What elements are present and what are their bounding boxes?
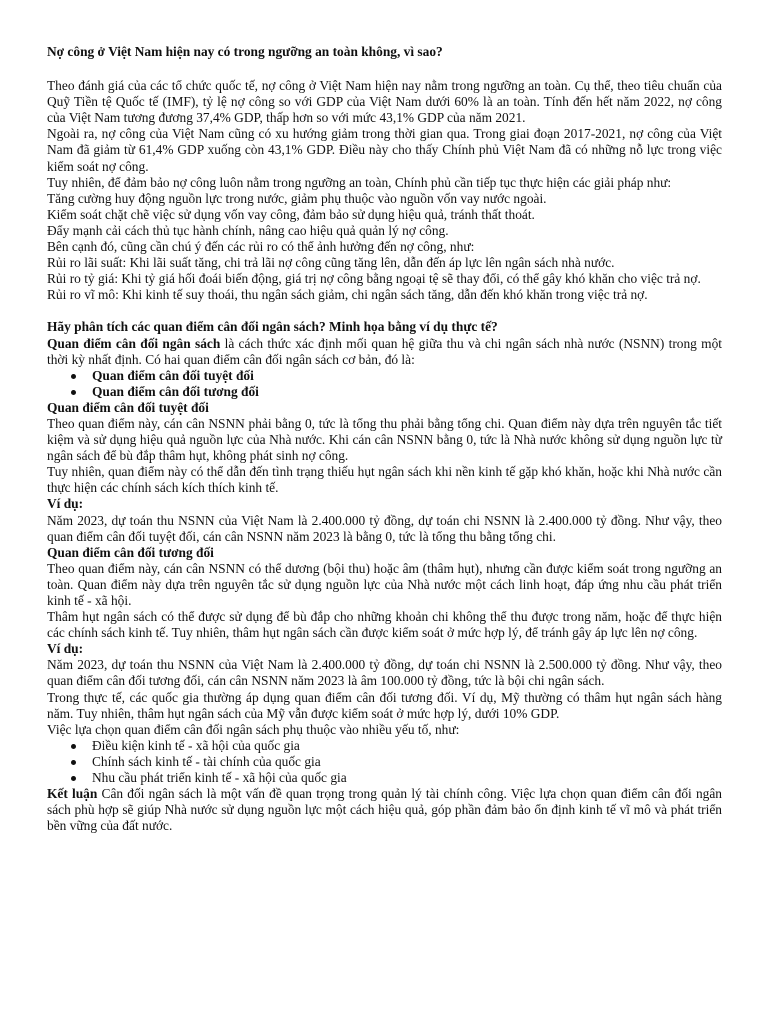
paragraph: Bên cạnh đó, cũng cần chú ý đến các rủi ro có thể ảnh hưởng đến nợ công, như:	[47, 239, 475, 255]
paragraph: Theo quan điểm này, cán cân NSNN có thể dương (bội thu) hoặc âm (thâm hụt), nhưng cần được kiểm soát trong ngưỡng an toàn. Quan điểm này dựa trên nguyên tắc sử dụng nguồn lực của Nhà nước một cách linh hoạt, đáp ứng nhu cầu phát triển kinh tế - xã hội.	[47, 560, 722, 608]
intro-text: là cách thức xác định mối quan hệ giữa thu và chi ngân sách nhà nước (NSNN) trong một thời kỳ nhất định. Có hai quan điểm cân đối ngân sách cơ bản, đó là:	[47, 335, 722, 367]
paragraph: Trong thực tế, các quốc gia thường áp dụng quan điểm cân đối tương đối. Ví dụ, Mỹ thường có thâm hụt ngân sách hàng năm. Tuy nhiên, thâm hụt ngân sách của Mỹ vẫn được kiểm soát ở mức hợp lý, dưới 10% GDP.	[47, 689, 722, 721]
paragraph: Rủi ro vĩ mô: Khi kinh tế suy thoái, thu ngân sách giảm, chi ngân sách tăng, dẫn đến khó khăn trong việc trả nợ.	[47, 287, 648, 303]
factors-list	[47, 738, 722, 786]
paragraph: Thâm hụt ngân sách có thể được sử dụng để bù đắp cho những khoản chi không thể thu được trong năm, hoặc để thực hiện các chính sách kinh tế. Tuy nhiên, thâm hụt ngân sách cần được kiểm soát ở mức hợp lý, để tránh gây áp lực lên nợ công.	[47, 609, 722, 641]
paragraph: Ngoài ra, nợ công của Việt Nam cũng có xu hướng giảm trong thời gian qua. Trong giai đoạn 2017-2021, nợ công của Việt Nam đã giảm từ 61,4% GDP xuống còn 43,1% GDP. Điều này cho thấy Chính phủ Việt Nam đã có những nỗ lực trong việc kiểm soát nợ công.	[47, 126, 722, 174]
list-item: Chính sách kinh tế - tài chính của quốc gia	[92, 754, 722, 770]
relative-heading: Quan điểm cân đối tương đối	[47, 544, 214, 560]
section-1-title: Nợ công ở Việt Nam hiện nay có trong ngưỡng an toàn không, vì sao?	[47, 44, 443, 59]
example-paragraph: Năm 2023, dự toán thu NSNN của Việt Nam là 2.400.000 tỷ đồng, dự toán chi NSNN là 2.400.000 tỷ đồng. Như vậy, theo quan điểm cân đối tuyệt đối, cán cân NSNN năm 2023 là bằng 0, tức là tổng thu bằng tổng chi.	[47, 512, 722, 544]
paragraph: Theo quan điểm này, cán cân NSNN phải bằng 0, tức là tổng thu phải bằng tổng chi. Quan điểm này dựa trên nguyên tắc tiết kiệm và sử dụng hiệu quả nguồn lực của Nhà nước. Khi cán cân NSNN bằng 0, tức là Nhà nước không sử dụng nguồn lực từ ngân sách để bù đắp thâm hụt, không phát sinh nợ công.	[47, 415, 722, 464]
list-item: Điều kiện kinh tế - xã hội của quốc gia	[92, 738, 722, 754]
list-item: Nhu cầu phát triển kinh tế - xã hội của quốc gia	[92, 770, 722, 786]
absolute-heading: Quan điểm cân đối tuyệt đối	[47, 399, 209, 415]
list-item: Quan điểm cân đối tuyệt đối	[92, 368, 722, 384]
paragraph: Rủi ro tỷ giá: Khi tỷ giá hối đoái biến động, giá trị nợ công bằng ngoại tệ sẽ thay đổi, có thể gây khó khăn cho việc trả nợ.	[47, 271, 701, 287]
example-paragraph: Năm 2023, dự toán thu NSNN của Việt Nam là 2.400.000 tỷ đồng, dự toán chi NSNN là 2.500.000 tỷ đồng. Như vậy, theo quan điểm cân đối tương đối, cán cân NSNN năm 2023 là âm 100.000 tỷ đồng, tức là bội chi ngân sách.	[47, 657, 722, 689]
paragraph: Tuy nhiên, để đảm bảo nợ công luôn nằm trong ngưỡng an toàn, Chính phủ cần tiếp tục thực hiện các giải pháp như:	[47, 174, 672, 190]
conclusion-text: Cân đối ngân sách là một vấn đề quan trọng trong quản lý tài chính công. Việc lựa chọn quan điểm cân đối ngân sách phù hợp sẽ giúp Nhà nước sử dụng nguồn lực một cách hiệu quả, góp phần đảm bảo ổn định kinh tế vĩ mô và phát triển bền vững của đất nước.	[47, 786, 722, 834]
section-2-title: Hãy phân tích các quan điểm cân đối ngân sách? Minh họa bằng ví dụ thực tế?	[47, 319, 498, 335]
paragraph: Kiểm soát chặt chẽ việc sử dụng vốn vay công, đảm bảo sử dụng hiệu quả, tránh thất thoát.	[47, 206, 535, 222]
example-label: Ví dụ:	[47, 641, 84, 657]
paragraph: Rủi ro lãi suất: Khi lãi suất tăng, chi trả lãi nợ công cũng tăng lên, dẫn đến áp lực lên ngân sách nhà nước.	[47, 255, 615, 271]
intro-term: Quan điểm cân đối ngân sách	[47, 335, 221, 351]
paragraph: Tăng cường huy động nguồn lực trong nước, giảm phụ thuộc vào nguồn vốn vay nước ngoài.	[47, 190, 547, 206]
paragraph: Tuy nhiên, quan điểm này có thể dẫn đến tình trạng thiếu hụt ngân sách khi nền kinh tế gặp khó khăn, hoặc khi Nhà nước cần thực hiện các chính sách kích thích kinh tế.	[47, 464, 722, 496]
paragraph: Theo đánh giá của các tổ chức quốc tế, nợ công ở Việt Nam hiện nay nằm trong ngưỡng an toàn. Cụ thể, theo tiêu chuẩn của Quỹ Tiền tệ Quốc tế (IMF), tỷ lệ nợ công so với GDP của Việt Nam dưới 60% là an toàn. Tính đến hết năm 2022, nợ công của Việt Nam tương đương 37,4% GDP, thấp hơn so với mức 43,1% GDP của năm 2021.	[47, 78, 722, 126]
list-item: Quan điểm cân đối tương đối	[92, 384, 722, 400]
paragraph: Việc lựa chọn quan điểm cân đối ngân sách phụ thuộc vào nhiều yếu tố, như:	[47, 721, 460, 737]
intro-paragraph	[47, 336, 722, 368]
conclusion-paragraph	[47, 786, 722, 834]
paragraph: Đẩy mạnh cải cách thủ tục hành chính, nâng cao hiệu quả quản lý nợ công.	[47, 222, 449, 238]
types-list	[47, 368, 722, 400]
conclusion-label: Kết luận	[47, 786, 98, 802]
example-label: Ví dụ:	[47, 496, 84, 512]
section-spacer	[47, 303, 722, 319]
